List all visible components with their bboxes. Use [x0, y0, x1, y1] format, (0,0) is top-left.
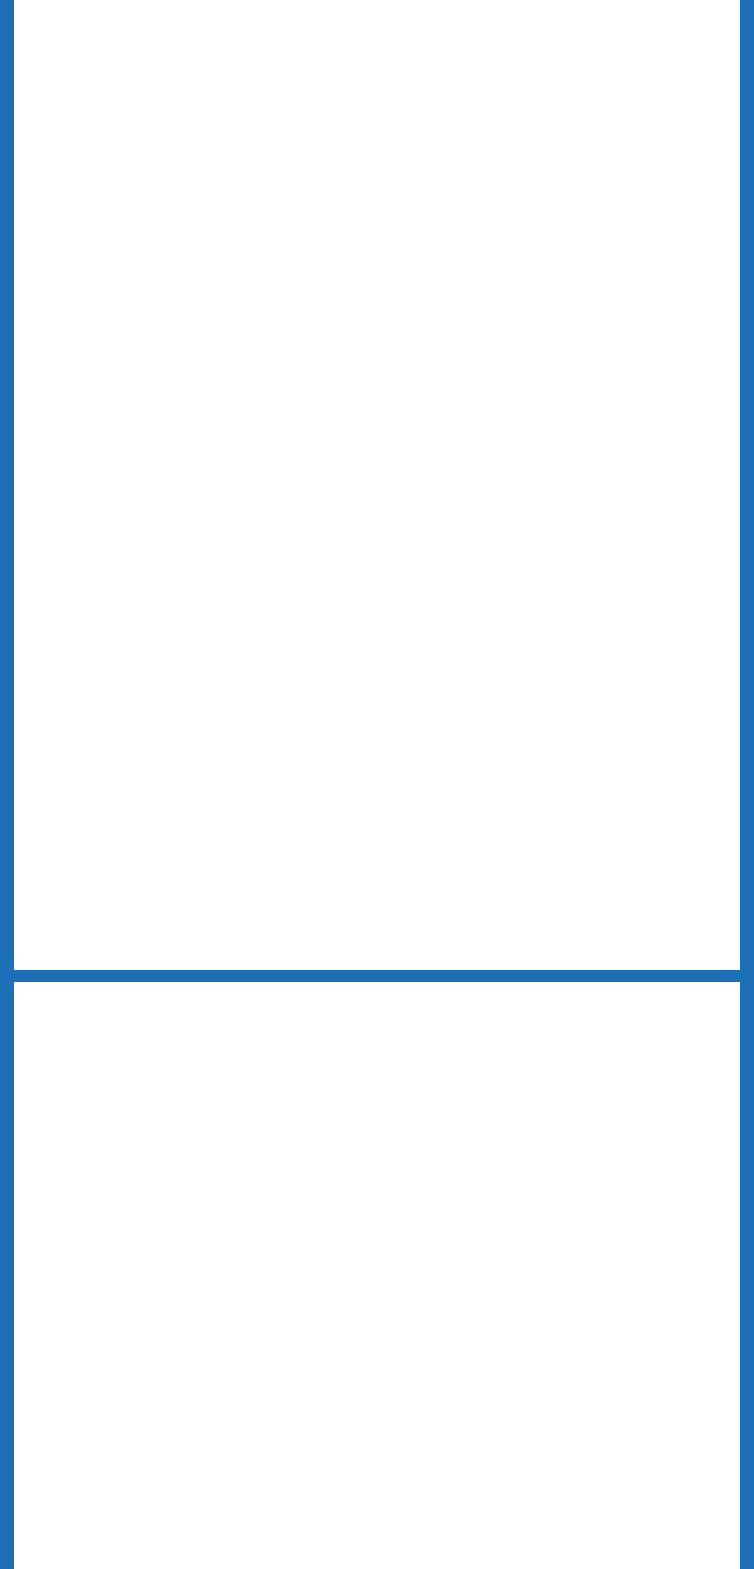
top-page: [14, 0, 740, 970]
bottom-page: [14, 982, 740, 1569]
